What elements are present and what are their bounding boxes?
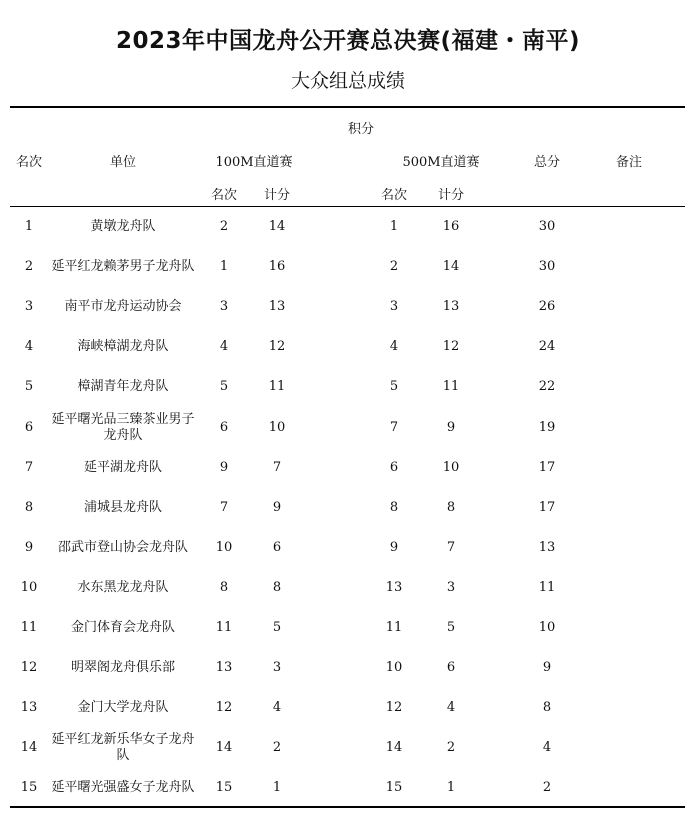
- cell-100m-rank: 13: [215, 660, 233, 676]
- cell-500m-rank: 14: [385, 740, 403, 756]
- cell-unit: 延平湖龙舟队: [83, 459, 162, 475]
- cell-rank: 11: [20, 620, 38, 635]
- cell-remark: [599, 608, 659, 648]
- cell-unit: 延平红龙赖茅男子龙舟队: [51, 259, 195, 275]
- cell-100m-points: 13: [268, 299, 286, 315]
- cell-100m-points: 4: [272, 700, 282, 716]
- cell-unit: 金门体育会龙舟队: [70, 620, 175, 635]
- cell-total: 22: [538, 379, 556, 395]
- cell-remark: [599, 448, 659, 488]
- cell-rank: 14: [20, 740, 38, 756]
- cell-rank: 8: [24, 499, 34, 515]
- page-title: 2023年中国龙舟公开赛总决赛(福建・南平): [115, 28, 581, 54]
- cell-unit: 邵武市登山协会龙舟队: [57, 539, 188, 555]
- cell-rank: 15: [20, 780, 38, 796]
- cell-500m-points: 11: [442, 379, 460, 395]
- cell-unit: 水东黑龙龙舟队: [77, 579, 169, 595]
- cell-100m-rank: 10: [215, 539, 233, 555]
- cell-500m-rank: 9: [389, 539, 399, 555]
- cell-remark: [599, 648, 659, 688]
- cell-500m-rank: 7: [389, 419, 399, 435]
- cell-remark: [599, 327, 659, 367]
- cell-rank: 3: [24, 299, 34, 315]
- header-remarks: 备注: [615, 155, 643, 170]
- cell-remark: [599, 367, 659, 407]
- cell-500m-rank: 3: [389, 299, 399, 315]
- table-row: [0, 568, 696, 608]
- cell-unit: 浦城县龙舟队: [83, 499, 162, 515]
- cell-100m-rank: 3: [219, 299, 229, 315]
- table-row: [0, 768, 696, 808]
- cell-100m-rank: 12: [215, 700, 233, 716]
- cell-total: 9: [542, 660, 552, 676]
- cell-500m-rank: 13: [385, 579, 403, 595]
- table-top-rule: [10, 106, 685, 108]
- cell-rank: 2: [24, 259, 34, 275]
- cell-unit: 海峡樟湖龙舟队: [77, 339, 169, 355]
- cell-100m-points: 16: [268, 259, 286, 275]
- cell-100m-points: 8: [272, 579, 282, 595]
- cell-rank: 10: [20, 579, 38, 595]
- cell-remark: [599, 207, 659, 247]
- page-subtitle: 大众组总成绩: [290, 70, 405, 92]
- cell-100m-rank: 11: [215, 620, 233, 635]
- cell-100m-points: 1: [272, 780, 282, 796]
- cell-unit: 延平曙光品三臻茶业男子龙舟队: [51, 411, 195, 443]
- cell-unit: 南平市龙舟运动协会: [64, 299, 182, 315]
- cell-500m-rank: 15: [385, 780, 403, 796]
- cell-rank: 13: [20, 700, 38, 716]
- cell-500m-points: 10: [442, 459, 460, 475]
- cell-total: 30: [538, 259, 556, 275]
- cell-rank: 4: [24, 339, 34, 355]
- cell-500m-points: 2: [446, 740, 456, 756]
- cell-100m-rank: 5: [219, 379, 229, 395]
- cell-total: 10: [538, 620, 556, 635]
- cell-total: 17: [538, 459, 556, 475]
- cell-500m-points: 9: [446, 419, 456, 435]
- cell-500m-points: 5: [446, 620, 456, 635]
- cell-rank: 12: [20, 660, 38, 676]
- cell-500m-points: 7: [446, 539, 456, 555]
- cell-500m-points: 12: [442, 339, 460, 355]
- cell-remark: [599, 408, 659, 448]
- table-bottom-rule: [10, 806, 685, 808]
- cell-100m-points: 11: [268, 379, 286, 395]
- header-100m-rank: 名次: [210, 188, 238, 203]
- cell-remark: [599, 768, 659, 808]
- table-row: [0, 367, 696, 407]
- cell-500m-rank: 6: [389, 459, 399, 475]
- header-100m-points: 计分: [263, 188, 291, 203]
- table-row: [0, 247, 696, 287]
- cell-500m-points: 3: [446, 579, 456, 595]
- cell-500m-rank: 11: [385, 620, 403, 635]
- cell-total: 4: [542, 740, 552, 756]
- table-row: [0, 528, 696, 568]
- header-500m: 500M直道赛: [402, 155, 480, 170]
- cell-100m-points: 10: [268, 419, 286, 435]
- cell-remark: [599, 688, 659, 728]
- cell-unit: 黄墩龙舟队: [90, 219, 156, 234]
- table-row: [0, 207, 696, 247]
- cell-500m-rank: 1: [389, 219, 399, 234]
- cell-total: 13: [538, 539, 556, 555]
- cell-unit: 延平曙光强盛女子龙舟队: [51, 780, 195, 796]
- cell-100m-rank: 15: [215, 780, 233, 796]
- cell-remark: [599, 287, 659, 327]
- cell-total: 19: [538, 419, 556, 435]
- cell-100m-points: 2: [272, 740, 282, 756]
- table-row: [0, 488, 696, 528]
- cell-total: 24: [538, 339, 556, 355]
- cell-100m-rank: 2: [219, 219, 229, 234]
- cell-total: 17: [538, 499, 556, 515]
- header-total: 总分: [533, 155, 561, 170]
- header-unit: 单位: [109, 155, 137, 170]
- cell-remark: [599, 528, 659, 568]
- cell-remark: [599, 728, 659, 768]
- table-row: [0, 408, 696, 448]
- cell-500m-points: 13: [442, 299, 460, 315]
- cell-100m-points: 3: [272, 660, 282, 676]
- cell-100m-points: 7: [272, 459, 282, 475]
- cell-500m-points: 1: [446, 780, 456, 796]
- cell-100m-points: 14: [268, 219, 286, 234]
- cell-unit: 樟湖青年龙舟队: [77, 379, 169, 395]
- cell-100m-points: 5: [272, 620, 282, 635]
- header-100m: 100M直道赛: [215, 155, 293, 170]
- table-row: [0, 448, 696, 488]
- cell-remark: [599, 568, 659, 608]
- cell-100m-rank: 4: [219, 339, 229, 355]
- cell-rank: 9: [24, 539, 34, 555]
- cell-unit: 延平红龙新乐华女子龙舟队: [51, 732, 195, 764]
- cell-100m-points: 6: [272, 539, 282, 555]
- cell-500m-points: 8: [446, 499, 456, 515]
- table-row: [0, 608, 696, 648]
- cell-500m-rank: 12: [385, 700, 403, 716]
- cell-500m-points: 4: [446, 700, 456, 716]
- table-row: [0, 688, 696, 728]
- cell-remark: [599, 247, 659, 287]
- cell-500m-points: 6: [446, 660, 456, 676]
- cell-total: 8: [542, 700, 552, 716]
- cell-rank: 7: [24, 459, 34, 475]
- cell-500m-points: 14: [442, 259, 460, 275]
- cell-unit: 金门大学龙舟队: [77, 700, 169, 716]
- header-500m-points: 计分: [437, 188, 465, 203]
- cell-100m-rank: 7: [219, 499, 229, 515]
- header-score-group: 积分: [347, 122, 375, 137]
- cell-500m-points: 16: [442, 219, 460, 234]
- header-rank: 名次: [15, 155, 43, 170]
- header-500m-rank: 名次: [380, 188, 408, 203]
- cell-500m-rank: 2: [389, 259, 399, 275]
- cell-rank: 6: [24, 419, 34, 435]
- cell-total: 30: [538, 219, 556, 234]
- cell-100m-rank: 14: [215, 740, 233, 756]
- cell-100m-rank: 1: [219, 259, 229, 275]
- cell-100m-points: 12: [268, 339, 286, 355]
- cell-500m-rank: 5: [389, 379, 399, 395]
- cell-rank: 5: [24, 379, 34, 395]
- table-row: [0, 728, 696, 768]
- cell-total: 26: [538, 299, 556, 315]
- cell-remark: [599, 488, 659, 528]
- cell-unit: 明翠阁龙舟俱乐部: [70, 660, 175, 676]
- cell-500m-rank: 8: [389, 499, 399, 515]
- table-row: [0, 287, 696, 327]
- cell-100m-points: 9: [272, 499, 282, 515]
- table-row: [0, 327, 696, 367]
- cell-100m-rank: 9: [219, 459, 229, 475]
- cell-100m-rank: 8: [219, 579, 229, 595]
- cell-total: 2: [542, 780, 552, 796]
- cell-total: 11: [538, 579, 556, 595]
- cell-100m-rank: 6: [219, 419, 229, 435]
- cell-rank: 1: [24, 219, 34, 234]
- cell-500m-rank: 10: [385, 660, 403, 676]
- table-row: [0, 648, 696, 688]
- cell-500m-rank: 4: [389, 339, 399, 355]
